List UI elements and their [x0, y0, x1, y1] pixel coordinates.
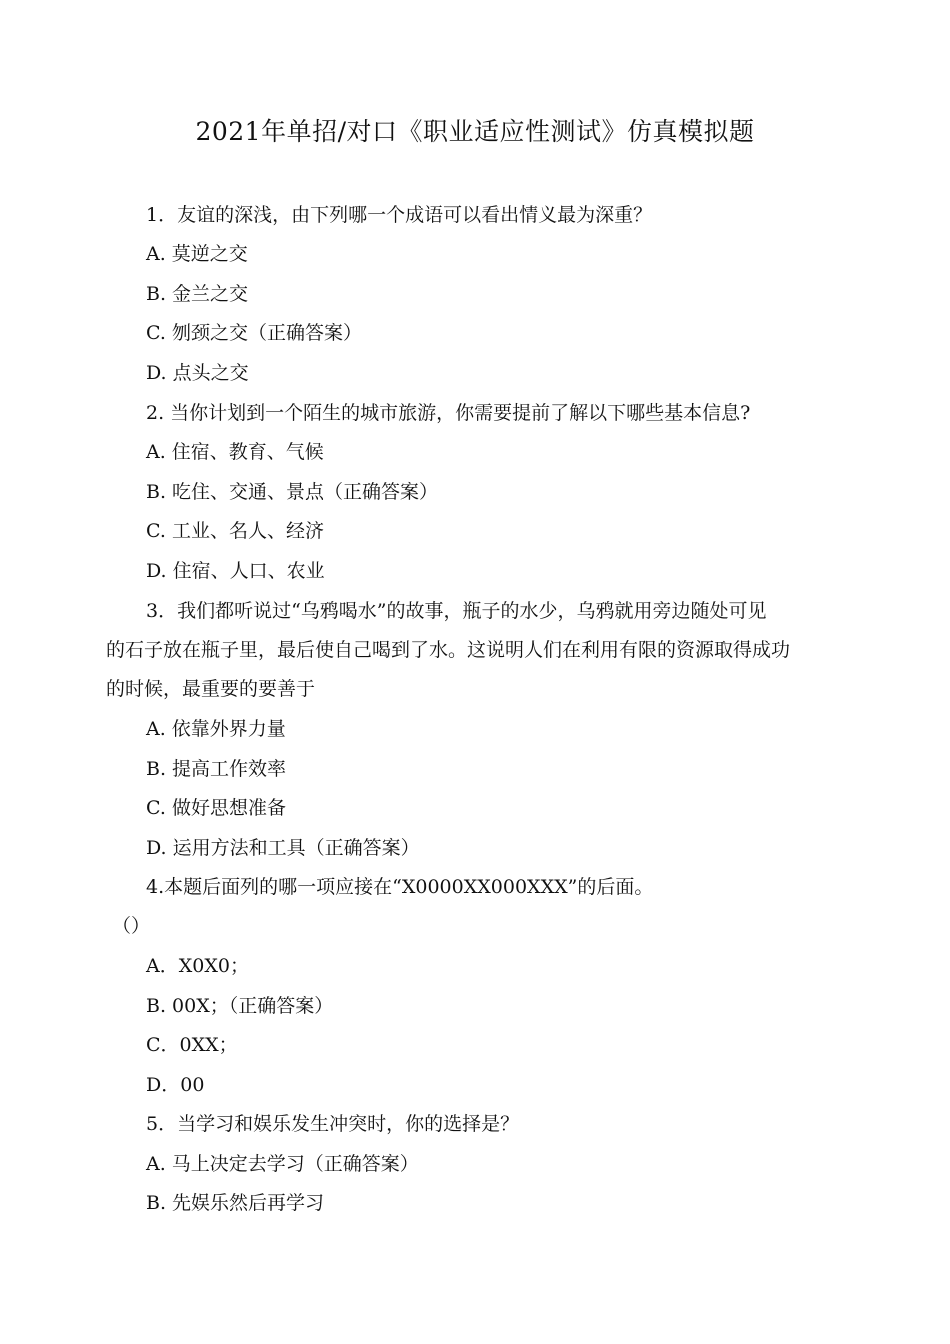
q1-option-c: C. 刎颈之交（正确答案）: [146, 322, 362, 344]
q2-option-c: C. 工业、名人、经济: [146, 520, 324, 542]
question-1: 1．友谊的深浅，由下列哪一个成语可以看出情义最为深重？: [146, 204, 653, 226]
question-3-cont-1: 的石子放在瓶子里，最后使自己喝到了水。这说明人们在利用有限的资源取得成功: [106, 639, 791, 661]
q1-option-d: D. 点头之交: [146, 362, 249, 384]
q2-option-b: B. 吃住、交通、景点（正确答案）: [146, 481, 439, 503]
q5-option-b: B. 先娱乐然后再学习: [146, 1192, 325, 1214]
question-5: 5．当学习和娱乐发生冲突时，你的选择是？: [146, 1113, 520, 1135]
question-3: 3．我们都听说过“乌鸦喝水”的故事，瓶子的水少，乌鸦就用旁边随处可见: [146, 600, 767, 622]
q4-option-d: D．00: [146, 1074, 205, 1096]
question-4-blank: （）: [112, 915, 151, 937]
q1-option-b: B. 金兰之交: [146, 283, 249, 305]
q2-option-d: D. 住宿、人口、农业: [146, 560, 325, 582]
q4-option-a: A．X0X0；: [146, 955, 249, 977]
page-title: 2021年单招/对口《职业适应性测试》仿真模拟题: [195, 117, 755, 146]
q4-option-b: B. 00X；（正确答案）: [146, 995, 334, 1017]
question-3-cont-2: 的时候，最重要的要善于: [106, 678, 316, 700]
q1-option-a: A. 莫逆之交: [146, 243, 248, 265]
q3-option-b: B. 提高工作效率: [146, 758, 287, 780]
question-2: 2. 当你计划到一个陌生的城市旅游，你需要提前了解以下哪些基本信息?: [146, 402, 751, 424]
q2-option-a: A. 住宿、教育、气候: [146, 441, 324, 463]
q5-option-a: A. 马上决定去学习（正确答案）: [146, 1153, 419, 1175]
q3-option-a: A. 依靠外界力量: [146, 718, 286, 740]
q3-option-c: C. 做好思想准备: [146, 797, 286, 819]
question-4: 4.本题后面列的哪一项应接在“X0000XX000XXX”的后面。: [146, 876, 654, 898]
q3-option-d: D. 运用方法和工具（正确答案）: [146, 837, 420, 859]
q4-option-c: C．0XX；: [146, 1034, 238, 1056]
